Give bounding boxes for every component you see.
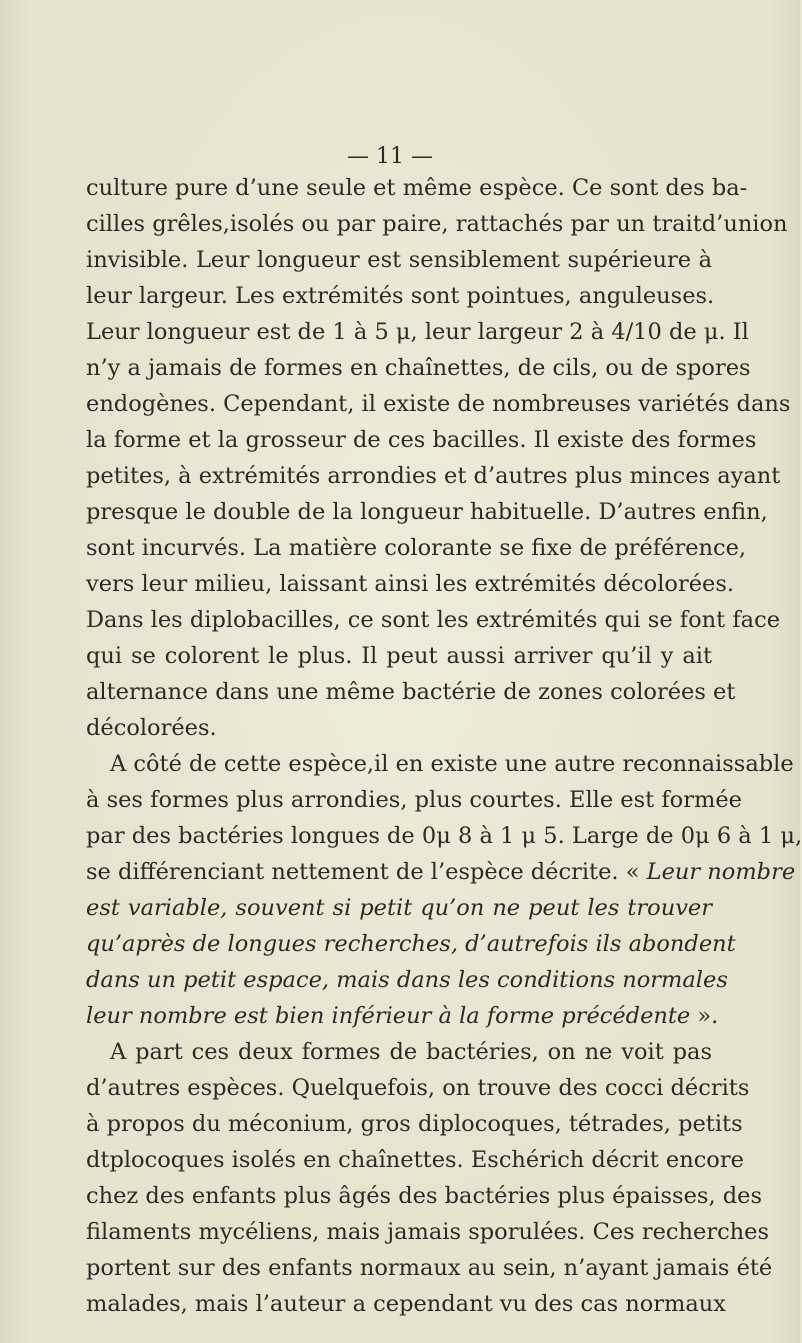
text-line: décolorées. <box>86 715 217 741</box>
text-line: Leur longueur est de 1 à 5 μ, leur largeur 2 à 4/10 de μ. Il <box>86 319 749 345</box>
text-line: alternance dans une même bactérie de zones colorées et <box>86 679 736 705</box>
text-line-mixed <box>86 998 719 1034</box>
text-line: presque le double de la longueur habituelle. D’autres enfin, <box>86 499 768 525</box>
text-line: A part ces deux formes de bactéries, on ne voit pas <box>110 1039 712 1065</box>
text-line: A côté de cette espèce,il en existe une autre reconnaissable <box>110 751 794 777</box>
text-line: à propos du méconium, gros diplocoques, tétrades, petits <box>86 1111 743 1137</box>
text-line: vers leur milieu, laissant ainsi les extrémités décolorées. <box>86 571 735 597</box>
text-line: à ses formes plus arrondies, plus courtes. Elle est formée <box>86 787 742 813</box>
text-segment: se différenciant nettement de l’espèce décrite. « <box>86 859 647 885</box>
text-line: endogènes. Cependant, il existe de nombreuses variétés dans <box>86 391 791 417</box>
text-line: d’autres espèces. Quelquefois, on trouve des cocci décrits <box>86 1075 750 1101</box>
text-line: par des bactéries longues de 0μ 8 à 1 μ 5. Large de 0μ 6 à 1 μ, <box>86 823 802 849</box>
text-line: Dans les diplobacilles, ce sont les extrémités qui se font face <box>86 607 781 633</box>
text-line: qui se colorent le plus. Il peut aussi arriver qu’il y ait <box>86 643 712 669</box>
text-line: dtplocoques isolés en chaînettes. Eschérich décrit encore <box>86 1147 744 1173</box>
text-line: filaments mycéliens, mais jamais sporulées. Ces recherches <box>86 1219 770 1245</box>
text-line: sont incurvés. La matière colorante se fixe de préférence, <box>86 535 747 561</box>
text-line: culture pure d’une seule et même espèce. Ce sont des ba- <box>86 175 748 201</box>
text-segment: ». <box>690 1003 719 1029</box>
text-line: la forme et la grosseur de ces bacilles. Il existe des formes <box>86 427 757 453</box>
text-line: chez des enfants plus âgés des bactéries plus épaisses, des <box>86 1183 763 1209</box>
text-line-italic: est variable, souvent si petit qu’on ne peut les trouver <box>86 895 712 921</box>
text-segment-italic: Leur nombre <box>646 859 796 885</box>
text-line: invisible. Leur longueur est sensiblement supérieure à <box>86 247 712 273</box>
text-line: petites, à extrémités arrondies et d’autres plus minces ayant <box>86 463 781 489</box>
text-line-mixed <box>86 854 796 890</box>
text-segment-italic: leur nombre est bien inférieur à la forme précédente <box>86 1003 691 1029</box>
text-line: n’y a jamais de formes en chaînettes, de cils, ou de spores <box>86 355 751 381</box>
body-text <box>86 170 802 1322</box>
text-line: portent sur des enfants normaux au sein, n’ayant jamais été <box>86 1255 773 1281</box>
text-line: leur largeur. Les extrémités sont pointues, anguleuses. <box>86 283 715 309</box>
page-number: — 11 — <box>347 144 433 169</box>
text-line: cilles grêles,isolés ou par paire, rattachés par un traitd’union <box>86 211 788 237</box>
text-line: malades, mais l’auteur a cependant vu des cas normaux <box>86 1291 726 1317</box>
text-line-italic: dans un petit espace, mais dans les conditions normales <box>86 967 728 993</box>
text-line-italic: qu’après de longues recherches, d’autrefois ils abondent <box>86 931 736 957</box>
